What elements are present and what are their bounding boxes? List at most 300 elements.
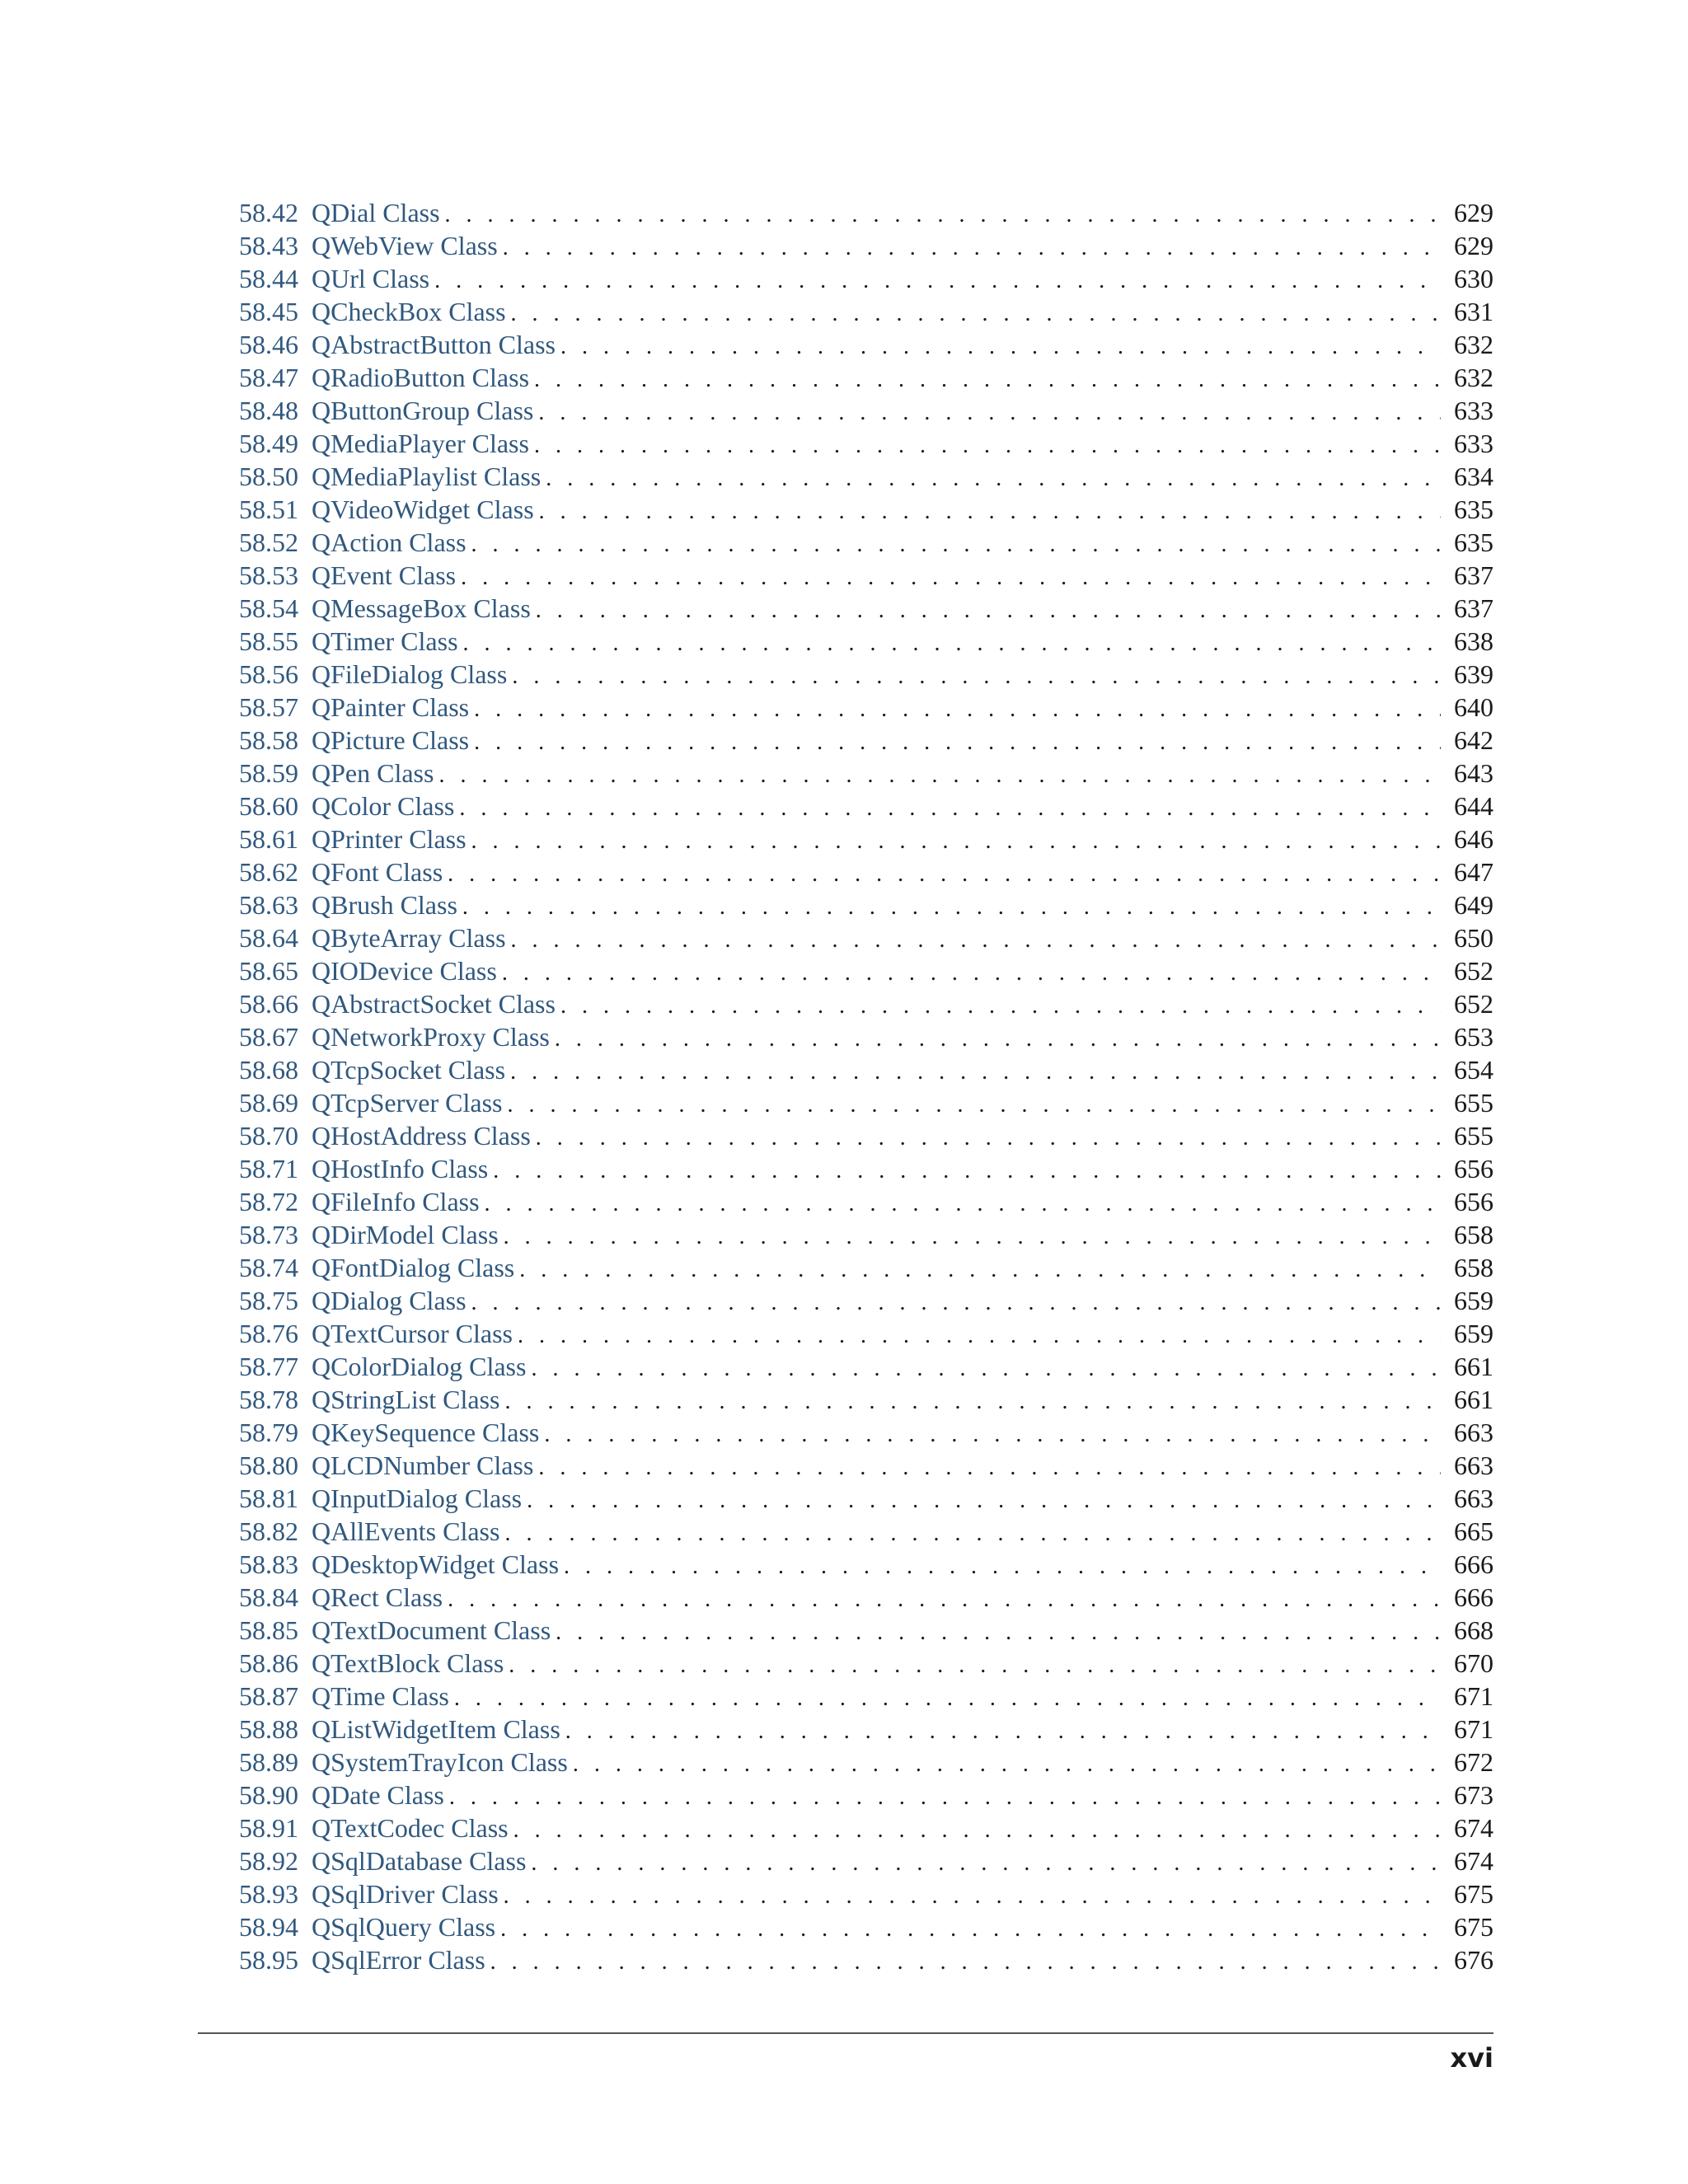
toc-entry-link[interactable] — [239, 526, 467, 559]
toc-page-number[interactable]: 644 — [1454, 791, 1493, 821]
toc-section-number: 58.56 — [239, 659, 298, 689]
toc-page-number[interactable]: 637 — [1454, 560, 1493, 590]
toc-dot-leader — [448, 1583, 1441, 1616]
toc-section-number: 58.75 — [239, 1286, 298, 1315]
toc-entry-link[interactable] — [239, 1086, 502, 1119]
toc-entry-link[interactable] — [239, 757, 434, 790]
toc-entry — [239, 394, 1493, 427]
toc-page-number[interactable]: 655 — [1454, 1121, 1493, 1151]
toc-dot-leader — [438, 759, 1441, 792]
page-number: xvi — [1450, 2042, 1493, 2074]
toc-section-title: QSystemTrayIcon Class — [312, 1747, 568, 1777]
toc-section-title: QWebView Class — [312, 231, 498, 260]
toc-section-number: 58.55 — [239, 626, 298, 656]
toc-section-number: 58.77 — [239, 1352, 298, 1381]
toc-page-number[interactable]: 659 — [1454, 1319, 1493, 1348]
toc-section-title: QInputDialog Class — [312, 1483, 523, 1513]
toc-page-number[interactable]: 661 — [1454, 1385, 1493, 1414]
toc-page-number[interactable]: 663 — [1454, 1451, 1493, 1480]
toc-entry-link[interactable] — [239, 262, 429, 295]
toc-entry-link[interactable] — [239, 1844, 526, 1877]
toc-entry-link[interactable] — [239, 328, 556, 361]
toc-entry-link[interactable] — [239, 1877, 499, 1910]
toc-dot-leader — [573, 1748, 1441, 1781]
toc-page-number[interactable]: 650 — [1454, 923, 1493, 953]
toc-dot-leader — [538, 396, 1441, 429]
toc-dot-leader — [536, 1122, 1441, 1155]
toc-section-number: 58.76 — [239, 1319, 298, 1348]
toc-entry-link[interactable] — [239, 823, 467, 855]
toc-section-number: 58.86 — [239, 1648, 298, 1678]
toc-section-title: QAbstractButton Class — [312, 330, 556, 359]
toc-page-number[interactable]: 637 — [1454, 593, 1493, 623]
toc-entry — [239, 691, 1493, 724]
toc-entry — [239, 1746, 1493, 1779]
toc-section-number: 58.60 — [239, 791, 298, 821]
toc-entry — [239, 526, 1493, 559]
toc-section-number: 58.74 — [239, 1253, 298, 1282]
toc-section-number: 58.72 — [239, 1187, 298, 1216]
toc-entry-link[interactable] — [239, 1910, 495, 1943]
toc-entry-link[interactable] — [239, 1811, 509, 1844]
toc-dot-leader — [471, 1286, 1441, 1319]
toc-entry-link[interactable] — [239, 1779, 444, 1811]
toc-entry-link[interactable] — [239, 1449, 533, 1482]
toc-page-number[interactable]: 629 — [1454, 231, 1493, 260]
toc-entry-link[interactable] — [239, 1548, 559, 1581]
toc-entry — [239, 460, 1493, 493]
toc-page-number[interactable]: 638 — [1454, 626, 1493, 656]
toc-section-number: 58.43 — [239, 231, 298, 260]
toc-entry — [239, 1218, 1493, 1251]
toc-dot-leader — [512, 660, 1441, 693]
toc-page-number[interactable]: 635 — [1454, 527, 1493, 557]
toc-entry — [239, 1449, 1493, 1482]
toc-entry — [239, 427, 1493, 460]
toc-section-title: QFileDialog Class — [312, 659, 508, 689]
toc-dot-leader — [504, 1517, 1441, 1550]
toc-entry-link[interactable] — [239, 1581, 443, 1614]
toc-section-number: 58.91 — [239, 1813, 298, 1843]
toc-entry-link[interactable] — [239, 295, 506, 328]
toc-page-number[interactable]: 676 — [1454, 1945, 1493, 1975]
toc-page-number[interactable]: 632 — [1454, 363, 1493, 392]
toc-entry — [239, 987, 1493, 1020]
toc-entry-link[interactable] — [239, 1350, 526, 1383]
toc-page-number[interactable]: 663 — [1454, 1483, 1493, 1513]
toc-entry-link[interactable] — [239, 1284, 467, 1317]
toc-dot-leader — [534, 363, 1441, 396]
toc-dot-leader — [531, 1352, 1441, 1385]
toc-page-number[interactable]: 671 — [1454, 1681, 1493, 1711]
toc-entry-link[interactable] — [239, 1680, 449, 1713]
toc-section-title: QTextCursor Class — [312, 1319, 513, 1348]
toc-entry-link[interactable] — [239, 790, 454, 823]
toc-dot-leader — [502, 957, 1441, 990]
toc-entry — [239, 1251, 1493, 1284]
toc-entry — [239, 592, 1493, 625]
toc-entry-link[interactable] — [239, 1218, 499, 1251]
toc-page-number[interactable]: 631 — [1454, 297, 1493, 326]
toc-entry — [239, 1317, 1493, 1350]
toc-page-number[interactable]: 653 — [1454, 1022, 1493, 1052]
toc-dot-leader — [449, 1781, 1441, 1814]
toc-section-number: 58.93 — [239, 1879, 298, 1909]
toc-section-number: 58.52 — [239, 527, 298, 557]
toc-entry — [239, 493, 1493, 526]
toc-entry-link[interactable] — [239, 1317, 513, 1350]
toc-section-title: QRadioButton Class — [312, 363, 530, 392]
toc-entry — [239, 757, 1493, 790]
toc-section-title: QFont Class — [312, 857, 443, 887]
toc-page-number[interactable]: 635 — [1454, 494, 1493, 524]
toc-section-title: QTextCodec Class — [312, 1813, 509, 1843]
toc-section-title: QPicture Class — [312, 725, 470, 755]
toc-entry — [239, 1811, 1493, 1844]
toc-dot-leader — [448, 858, 1441, 891]
toc-entry — [239, 196, 1493, 229]
toc-entry — [239, 1779, 1493, 1811]
toc-entry — [239, 1614, 1493, 1647]
toc-page-number[interactable]: 634 — [1454, 462, 1493, 491]
toc-entry — [239, 1910, 1493, 1943]
toc-dot-leader — [513, 1814, 1441, 1847]
toc-dot-leader — [527, 1484, 1441, 1517]
toc-entry-link[interactable] — [239, 724, 469, 757]
toc-section-number: 58.48 — [239, 396, 298, 425]
toc-section-number: 58.66 — [239, 989, 298, 1019]
toc-page-number[interactable]: 630 — [1454, 264, 1493, 293]
toc-page-number[interactable]: 659 — [1454, 1286, 1493, 1315]
toc-entry — [239, 888, 1493, 921]
toc-page-number[interactable]: 639 — [1454, 659, 1493, 689]
toc-section-number: 58.79 — [239, 1418, 298, 1447]
toc-section-number: 58.45 — [239, 297, 298, 326]
toc-dot-leader — [474, 693, 1441, 726]
toc-dot-leader — [539, 495, 1441, 528]
toc-section-title: QPainter Class — [312, 692, 470, 722]
toc-dot-leader — [510, 1056, 1441, 1089]
toc-section-number: 58.65 — [239, 956, 298, 986]
toc-page-number[interactable]: 663 — [1454, 1418, 1493, 1447]
toc-section-title: QHostInfo Class — [312, 1154, 489, 1183]
toc-section-title: QAction Class — [312, 527, 467, 557]
toc-entry-link[interactable] — [239, 1119, 531, 1152]
toc-entry-link[interactable] — [239, 592, 531, 625]
toc-section-number: 58.83 — [239, 1549, 298, 1579]
toc-section-number: 58.63 — [239, 890, 298, 920]
toc-section-number: 58.67 — [239, 1022, 298, 1052]
toc-section-title: QKeySequence Class — [312, 1418, 540, 1447]
toc-entry-link[interactable] — [239, 691, 469, 724]
toc-dot-leader — [509, 1649, 1441, 1682]
toc-dot-leader — [546, 462, 1441, 495]
toc-section-number: 58.44 — [239, 264, 298, 293]
toc-page-number[interactable]: 675 — [1454, 1912, 1493, 1942]
toc-page-number[interactable]: 674 — [1454, 1813, 1493, 1843]
toc-dot-leader — [504, 1880, 1441, 1913]
toc-dot-leader — [519, 1254, 1441, 1286]
toc-page-number[interactable]: 656 — [1454, 1154, 1493, 1183]
toc-page-number[interactable]: 647 — [1454, 857, 1493, 887]
toc-dot-leader — [560, 330, 1441, 363]
toc-section-number: 58.58 — [239, 725, 298, 755]
toc-section-number: 58.70 — [239, 1121, 298, 1151]
toc-page-number[interactable]: 633 — [1454, 396, 1493, 425]
toc-section-title: QTextDocument Class — [312, 1615, 551, 1645]
toc-section-number: 58.42 — [239, 198, 298, 227]
toc-page-number[interactable]: 658 — [1454, 1220, 1493, 1249]
toc-section-number: 58.71 — [239, 1154, 298, 1183]
toc-entry-link[interactable] — [239, 1383, 499, 1416]
toc-section-title: QSqlDriver Class — [312, 1879, 499, 1909]
toc-dot-leader — [471, 825, 1441, 858]
toc-entry-link[interactable] — [239, 1647, 504, 1680]
toc-entry — [239, 1482, 1493, 1515]
toc-section-title: QIODevice Class — [312, 956, 497, 986]
toc-entry — [239, 1943, 1493, 1976]
toc-section-title: QDate Class — [312, 1780, 444, 1810]
toc-dot-leader — [462, 891, 1441, 924]
toc-page-number[interactable]: 673 — [1454, 1780, 1493, 1810]
toc-page-number[interactable]: 671 — [1454, 1714, 1493, 1744]
toc-page-number[interactable]: 652 — [1454, 989, 1493, 1019]
toc-entry-link[interactable] — [239, 855, 443, 888]
toc-section-title: QEvent Class — [312, 560, 457, 590]
toc-section-title: QTcpSocket Class — [312, 1055, 506, 1085]
toc-entry — [239, 823, 1493, 855]
toc-section-title: QDirModel Class — [312, 1220, 499, 1249]
toc-entry-link[interactable] — [239, 888, 457, 921]
toc-dot-leader — [461, 561, 1441, 594]
toc-entry-link[interactable] — [239, 427, 529, 460]
toc-section-title: QTextBlock Class — [312, 1648, 504, 1678]
toc-entry-link[interactable] — [239, 1185, 480, 1218]
toc-entry — [239, 1020, 1493, 1053]
toc-page-number[interactable]: 654 — [1454, 1055, 1493, 1085]
toc-page-number[interactable]: 658 — [1454, 1253, 1493, 1282]
toc-section-title: QByteArray Class — [312, 923, 506, 953]
toc-dot-leader — [459, 792, 1441, 825]
toc-entry — [239, 1185, 1493, 1218]
toc-entry-link[interactable] — [239, 1416, 539, 1449]
toc-entry-link[interactable] — [239, 1482, 522, 1515]
toc-section-number: 58.73 — [239, 1220, 298, 1249]
toc-section-number: 58.62 — [239, 857, 298, 887]
toc-section-title: QTimer Class — [312, 626, 458, 656]
toc-dot-leader — [555, 1023, 1441, 1056]
toc-section-number: 58.89 — [239, 1747, 298, 1777]
toc-dot-leader — [504, 1385, 1441, 1418]
toc-page-number[interactable]: 652 — [1454, 956, 1493, 986]
toc-dot-leader — [538, 1451, 1441, 1484]
toc-section-number: 58.59 — [239, 758, 298, 788]
toc-section-title: QMediaPlayer Class — [312, 429, 529, 458]
toc-section-number: 58.54 — [239, 593, 298, 623]
toc-dot-leader — [490, 1946, 1441, 1979]
toc-dot-leader — [536, 594, 1441, 627]
toc-entry-link[interactable] — [239, 361, 529, 394]
toc-entry — [239, 1515, 1493, 1548]
toc-entry-link[interactable] — [239, 1053, 505, 1086]
toc-entry — [239, 1680, 1493, 1713]
toc-entry — [239, 724, 1493, 757]
toc-section-number: 58.69 — [239, 1088, 298, 1118]
toc-entry — [239, 1548, 1493, 1581]
toc-entry — [239, 361, 1493, 394]
toc-section-number: 58.47 — [239, 363, 298, 392]
toc-entry-link[interactable] — [239, 460, 541, 493]
toc-entry — [239, 1713, 1493, 1746]
toc-entry — [239, 1877, 1493, 1910]
toc-entry — [239, 295, 1493, 328]
toc-section-title: QRect Class — [312, 1582, 443, 1612]
toc-page-number[interactable]: 646 — [1454, 824, 1493, 854]
toc-entry — [239, 1086, 1493, 1119]
toc-dot-leader — [493, 1155, 1441, 1188]
toc-entry — [239, 1284, 1493, 1317]
toc-page-number[interactable]: 632 — [1454, 330, 1493, 359]
toc-entry-link[interactable] — [239, 954, 497, 987]
toc-section-number: 58.82 — [239, 1516, 298, 1546]
toc-dot-leader — [556, 1616, 1441, 1649]
toc-entry — [239, 921, 1493, 954]
toc-page-number[interactable]: 672 — [1454, 1747, 1493, 1777]
toc-page-number[interactable]: 629 — [1454, 198, 1493, 227]
toc-section-title: QStringList Class — [312, 1385, 500, 1414]
toc-section-number: 58.88 — [239, 1714, 298, 1744]
toc-section-title: QColor Class — [312, 791, 455, 821]
toc-dot-leader — [434, 265, 1441, 298]
toc-entry-link[interactable] — [239, 1515, 499, 1548]
toc-section-number: 58.50 — [239, 462, 298, 491]
toc-entry — [239, 658, 1493, 691]
toc-page-number[interactable]: 666 — [1454, 1582, 1493, 1612]
toc-section-title: QAllEvents Class — [312, 1516, 500, 1546]
toc-page-number[interactable]: 655 — [1454, 1088, 1493, 1118]
toc-dot-leader — [511, 298, 1441, 330]
toc-entry-link[interactable] — [239, 921, 506, 954]
toc-section-number: 58.80 — [239, 1451, 298, 1480]
toc-section-number: 58.61 — [239, 824, 298, 854]
toc-section-number: 58.57 — [239, 692, 298, 722]
toc-dot-leader — [565, 1715, 1441, 1748]
toc-entry-link[interactable] — [239, 1713, 560, 1746]
toc-section-title: QSqlError Class — [312, 1945, 485, 1975]
toc-section-number: 58.68 — [239, 1055, 298, 1085]
toc-section-number: 58.85 — [239, 1615, 298, 1645]
toc-dot-leader — [564, 1550, 1441, 1583]
toc-section-number: 58.78 — [239, 1385, 298, 1414]
toc-dot-leader — [471, 528, 1441, 561]
toc-section-title: QHostAddress Class — [312, 1121, 531, 1151]
toc-page-number[interactable]: 656 — [1454, 1187, 1493, 1216]
toc-section-number: 58.51 — [239, 494, 298, 524]
toc-section-title: QAbstractSocket Class — [312, 989, 556, 1019]
toc-entry — [239, 1053, 1493, 1086]
toc-section-title: QColorDialog Class — [312, 1352, 527, 1381]
toc-page-number[interactable]: 649 — [1454, 890, 1493, 920]
toc-dot-leader — [463, 627, 1441, 660]
toc-dot-leader — [511, 924, 1441, 957]
toc-dot-leader — [534, 429, 1441, 462]
toc-section-number: 58.53 — [239, 560, 298, 590]
toc-entry-link[interactable] — [239, 625, 458, 658]
toc-page-number[interactable]: 670 — [1454, 1648, 1493, 1678]
toc-entry-link[interactable] — [239, 1020, 550, 1053]
toc-page-number[interactable]: 665 — [1454, 1516, 1493, 1546]
toc-section-title: QButtonGroup Class — [312, 396, 534, 425]
toc-dot-leader — [518, 1319, 1441, 1352]
toc-dot-leader — [503, 232, 1441, 265]
toc-entry — [239, 1581, 1493, 1614]
toc-section-title: QDial Class — [312, 198, 440, 227]
toc-section-title: QSqlQuery Class — [312, 1912, 496, 1942]
toc-entry-link[interactable] — [239, 196, 440, 229]
toc-page-number[interactable]: 666 — [1454, 1549, 1493, 1579]
toc-section-title: QUrl Class — [312, 264, 430, 293]
toc-entry — [239, 328, 1493, 361]
toc-entry-link[interactable] — [239, 1152, 488, 1185]
toc-entry-link[interactable] — [239, 1943, 485, 1976]
toc-section-number: 58.90 — [239, 1780, 298, 1810]
toc-section-title: QPrinter Class — [312, 824, 467, 854]
toc-section-number: 58.46 — [239, 330, 298, 359]
toc-section-number: 58.94 — [239, 1912, 298, 1942]
toc-entry — [239, 229, 1493, 262]
toc-entry — [239, 1350, 1493, 1383]
toc-entry-link[interactable] — [239, 1746, 568, 1779]
toc-section-title: QVideoWidget Class — [312, 494, 534, 524]
toc-page-number[interactable]: 668 — [1454, 1615, 1493, 1645]
toc-entry — [239, 1152, 1493, 1185]
toc-entry-link[interactable] — [239, 493, 534, 526]
toc-page-number[interactable]: 642 — [1454, 725, 1493, 755]
toc-entry-link[interactable] — [239, 229, 498, 262]
toc-section-number: 58.87 — [239, 1681, 298, 1711]
toc-entry-link[interactable] — [239, 559, 456, 592]
toc-section-title: QDialog Class — [312, 1286, 467, 1315]
toc-page-number[interactable]: 640 — [1454, 692, 1493, 722]
toc-entry — [239, 262, 1493, 295]
toc-section-title: QLCDNumber Class — [312, 1451, 534, 1480]
footer-rule — [198, 2032, 1493, 2034]
toc-page-number[interactable]: 633 — [1454, 429, 1493, 458]
toc-entry-link[interactable] — [239, 1614, 551, 1647]
toc-section-title: QFileInfo Class — [312, 1187, 480, 1216]
toc-dot-leader — [474, 726, 1441, 759]
toc-page-number[interactable]: 643 — [1454, 758, 1493, 788]
toc-dot-leader — [504, 1221, 1441, 1254]
toc-dot-leader — [445, 199, 1441, 232]
toc-entry-link[interactable] — [239, 1251, 514, 1284]
toc-entry — [239, 1416, 1493, 1449]
toc-entry — [239, 1647, 1493, 1680]
toc-entry-link[interactable] — [239, 987, 556, 1020]
toc-section-title: QSqlDatabase Class — [312, 1846, 527, 1876]
toc-page-number[interactable]: 674 — [1454, 1846, 1493, 1876]
toc-dot-leader — [507, 1089, 1441, 1122]
toc-section-number: 58.95 — [239, 1945, 298, 1975]
toc-dot-leader — [454, 1682, 1441, 1715]
toc-page-number[interactable]: 661 — [1454, 1352, 1493, 1381]
toc-page-number[interactable]: 675 — [1454, 1879, 1493, 1909]
toc-entry — [239, 790, 1493, 823]
toc-entry-link[interactable] — [239, 658, 507, 691]
toc-section-title: QNetworkProxy Class — [312, 1022, 550, 1052]
toc-entry-link[interactable] — [239, 394, 533, 427]
toc-section-title: QDesktopWidget Class — [312, 1549, 560, 1579]
